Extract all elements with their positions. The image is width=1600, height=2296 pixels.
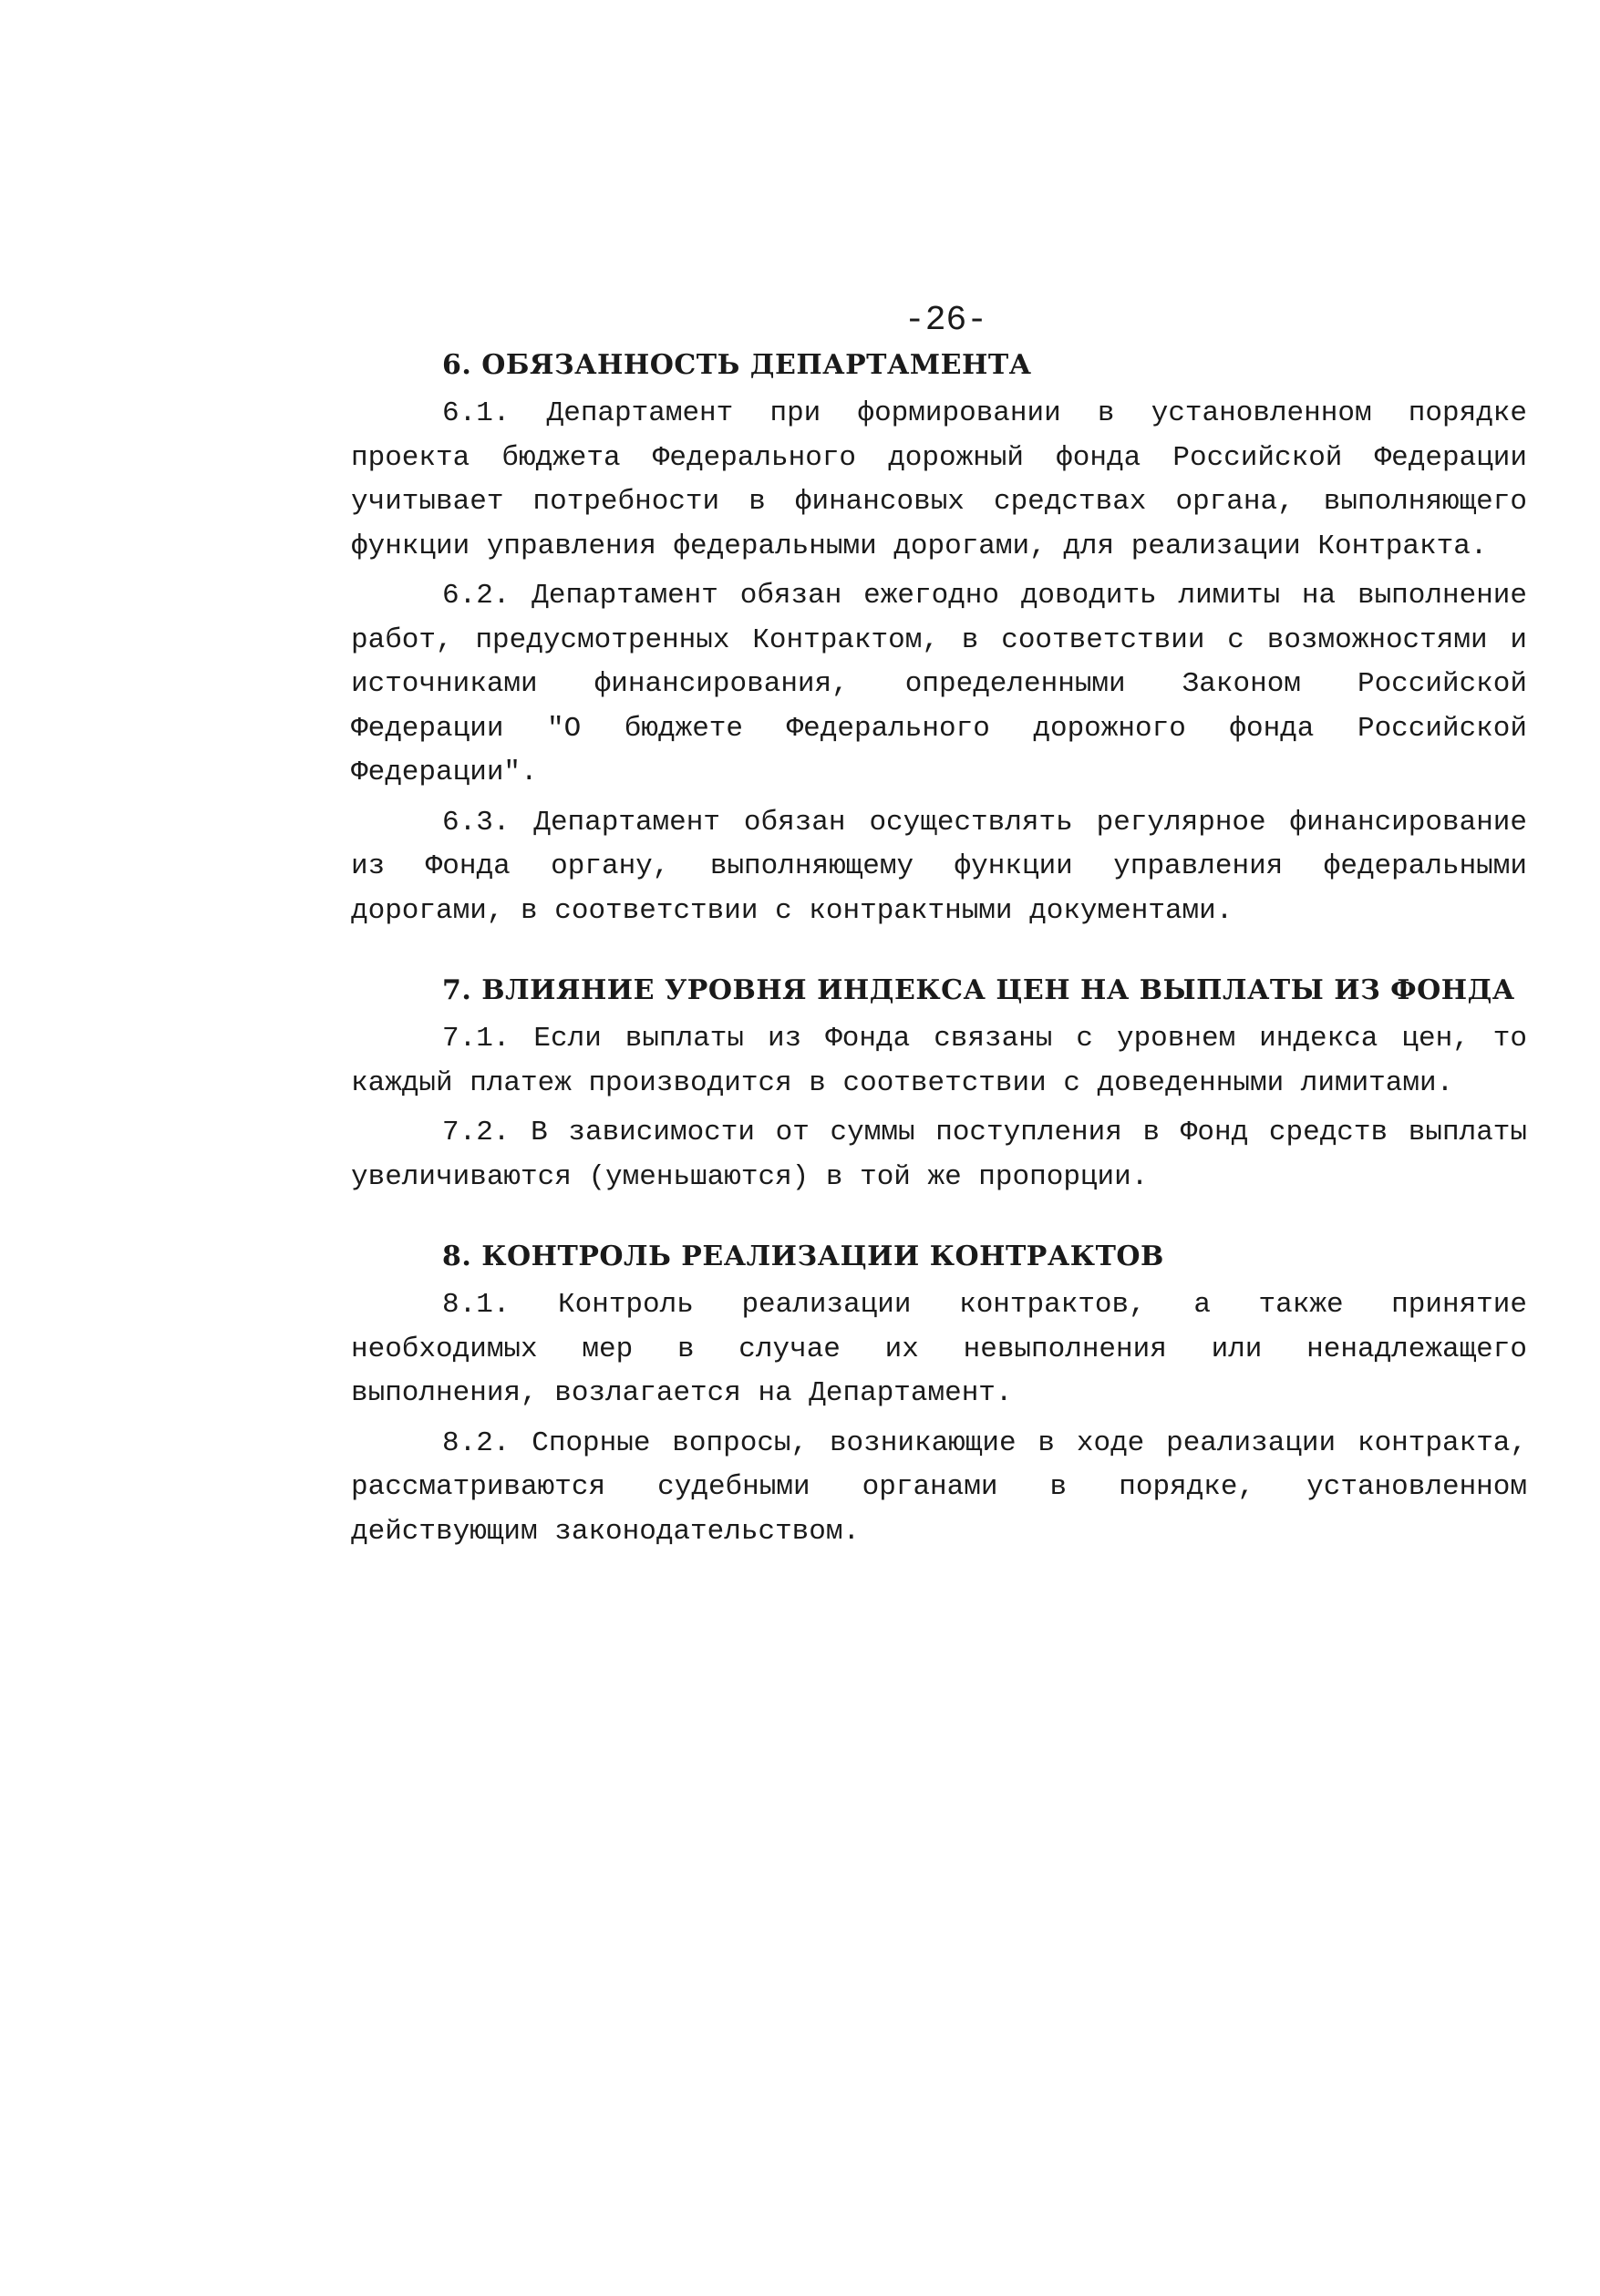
section-heading: 7. ВЛИЯНИЕ УРОВНЯ ИНДЕКСА ЦЕН НА ВЫПЛАТЫ ИЗ ФОНДА (442, 974, 1515, 1006)
paragraph-6-3: 6.3. Департамент обязан осуществлять регулярное финансирование из Фонда органу, выполняющему функции управления федеральными дорогами, в соответствии с контрактными документами. (351, 806, 1527, 927)
section-6 (351, 345, 1527, 933)
section-8 (351, 1236, 1527, 1554)
paragraph-6-1: 6.1. Департамент при формировании в установленном порядке проекта бюджета Федерального дорожный фонда Российской Федерации учитывает потребности в финансовых средствах органа, выполняющего функции управления федеральными дорогами, для реализации Контракта. (351, 397, 1527, 562)
document-body (351, 345, 1527, 1560)
paragraph-7-1: 7.1. Если выплаты из Фонда связаны с уровнем индекса цен, то каждый платеж производится в соответствии с доведенными лимитами. (351, 1023, 1527, 1099)
paragraph-6-2: 6.2. Департамент обязан ежегодно доводить лимиты на выполнение работ, предусмотренных Контрактом, в соответствии с возможностями и источниками финансирования, определенными Законом Российской Федерации "О бюджете Федерального дорожного фонда Российской Федерации". (351, 580, 1527, 788)
paragraph-7-2: 7.2. В зависимости от суммы поступления в Фонд средств выплаты увеличиваются (уменьшаются) в той же пропорции. (351, 1117, 1527, 1193)
section-heading: 8. КОНТРОЛЬ РЕАЛИЗАЦИИ КОНТРАКТОВ (442, 1241, 1164, 1272)
paragraph-8-1: 8.1. Контроль реализации контрактов, а также принятие необходимых мер в случае их невыполнения или ненадлежащего выполнения, возлагается на Департамент. (351, 1289, 1527, 1409)
section-7 (351, 970, 1527, 1199)
page-number: -26- (903, 301, 988, 340)
section-heading: 6. ОБЯЗАННОСТЬ ДЕПАРТАМЕНТА (442, 349, 1032, 381)
paragraph-8-2: 8.2. Спорные вопросы, возникающие в ходе реализации контракта, рассматриваются судебными органами в порядке, установленном действующим законодательством. (351, 1426, 1527, 1548)
